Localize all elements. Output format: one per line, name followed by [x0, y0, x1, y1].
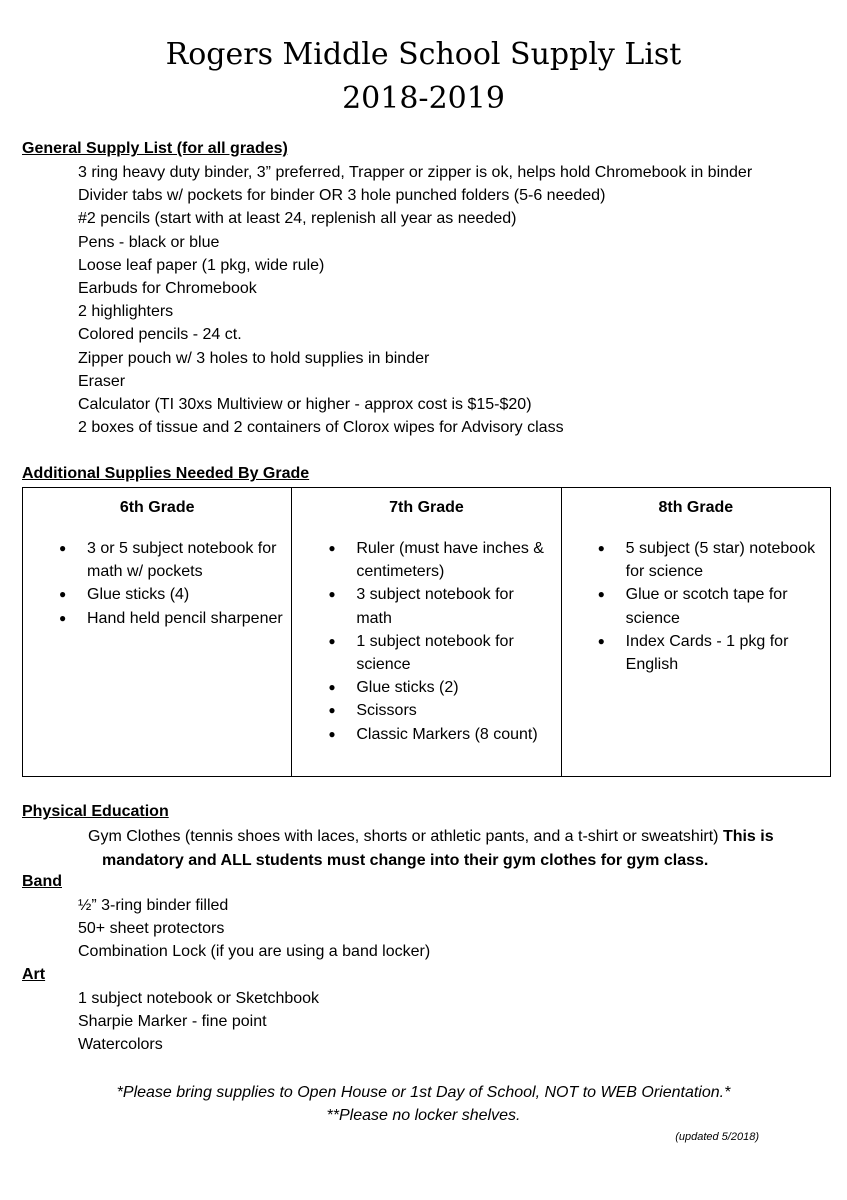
- footer-note-1: *Please bring supplies to Open House or 1st Day of School, NOT to WEB Orientation.*: [116, 1084, 731, 1101]
- list-item: ● 3 or 5 subject notebook for math w/ pockets: [23, 537, 291, 583]
- list-item: 3 ring heavy duty binder, 3” preferred, Trapper or zipper is ok, helps hold Chromebook in binder: [78, 164, 753, 181]
- page-title: Rogers Middle School Supply List: [165, 37, 682, 72]
- general-supply-list: [78, 161, 752, 439]
- list-item: ● Glue sticks (4): [23, 583, 291, 606]
- list-item: Divider tabs w/ pockets for binder OR 3 hole punched folders (5-6 needed): [78, 187, 606, 205]
- list-item: Calculator (TI 30xs Multiview or higher - approx cost is $15-$20): [78, 396, 532, 414]
- band-heading: Band: [22, 873, 62, 890]
- general-supply-heading: General Supply List (for all grades): [22, 140, 288, 157]
- list-item: ● Classic Markers (8 count): [292, 723, 560, 746]
- pe-description: [88, 825, 828, 872]
- art-heading: Art: [22, 966, 46, 983]
- list-item: ● Index Cards - 1 pkg for English: [562, 630, 830, 676]
- art-supply-list: [78, 987, 319, 1057]
- list-item: ● Scissors: [292, 699, 560, 722]
- pe-text: Gym Clothes (tennis shoes with laces, shorts or athletic pants, and a t-shirt or sweatshirt): [88, 828, 719, 845]
- list-item: Eraser: [78, 372, 126, 390]
- list-item: 2 highlighters: [78, 303, 174, 321]
- band-supply-list: [78, 894, 430, 964]
- pe-heading: Physical Education: [22, 803, 169, 820]
- list-item: #2 pencils (start with at least 24, replenish all year as needed): [78, 210, 517, 228]
- list-item: ● Glue or scotch tape for science: [562, 583, 830, 629]
- footer-note-2: **Please no locker shelves.: [326, 1107, 521, 1124]
- page-subtitle-year: 2018-2019: [342, 81, 505, 116]
- list-item: 1 subject notebook or Sketchbook: [78, 990, 320, 1007]
- list-item: Zipper pouch w/ 3 holes to hold supplies in binder: [78, 349, 430, 367]
- list-item: Sharpie Marker - fine point: [78, 1013, 267, 1031]
- list-item: Earbuds for Chromebook: [78, 280, 257, 298]
- list-item: ● Hand held pencil sharpener: [23, 607, 291, 630]
- list-item: ● 1 subject notebook for science: [292, 630, 560, 676]
- list-item: Pens - black or blue: [78, 233, 220, 251]
- list-item: ● 5 subject (5 star) notebook for science: [562, 537, 830, 583]
- list-item: ½” 3-ring binder filled: [78, 897, 229, 914]
- grade-supplies-table: [22, 487, 831, 777]
- grade-column-7th: [292, 488, 561, 777]
- grade-column-heading: 8th Grade: [658, 499, 734, 516]
- grade-column-8th: [561, 488, 830, 777]
- grade-column-6th: [23, 488, 292, 777]
- updated-date: (updated 5/2018): [675, 1131, 759, 1143]
- additional-supplies-heading: Additional Supplies Needed By Grade: [22, 465, 310, 482]
- grade-column-heading: 7th Grade: [389, 499, 464, 516]
- list-item: Colored pencils - 24 ct.: [78, 326, 242, 344]
- list-item: Watercolors: [78, 1036, 163, 1054]
- list-item: 2 boxes of tissue and 2 containers of Clorox wipes for Advisory class: [78, 419, 564, 437]
- list-item: Combination Lock (if you are using a band locker): [78, 943, 431, 961]
- list-item: ● 3 subject notebook for math: [292, 583, 560, 629]
- list-item: Loose leaf paper (1 pkg, wide rule): [78, 256, 325, 274]
- list-item: 50+ sheet protectors: [78, 920, 225, 938]
- list-item: ● Ruler (must have inches & centimeters): [292, 537, 560, 583]
- list-item: ● Glue sticks (2): [292, 676, 560, 699]
- grade-column-heading: 6th Grade: [119, 499, 195, 516]
- pe-mandatory-text-2: mandatory and ALL students must change into their gym clothes for gym class.: [102, 851, 709, 869]
- pe-mandatory-text: This is: [722, 828, 774, 845]
